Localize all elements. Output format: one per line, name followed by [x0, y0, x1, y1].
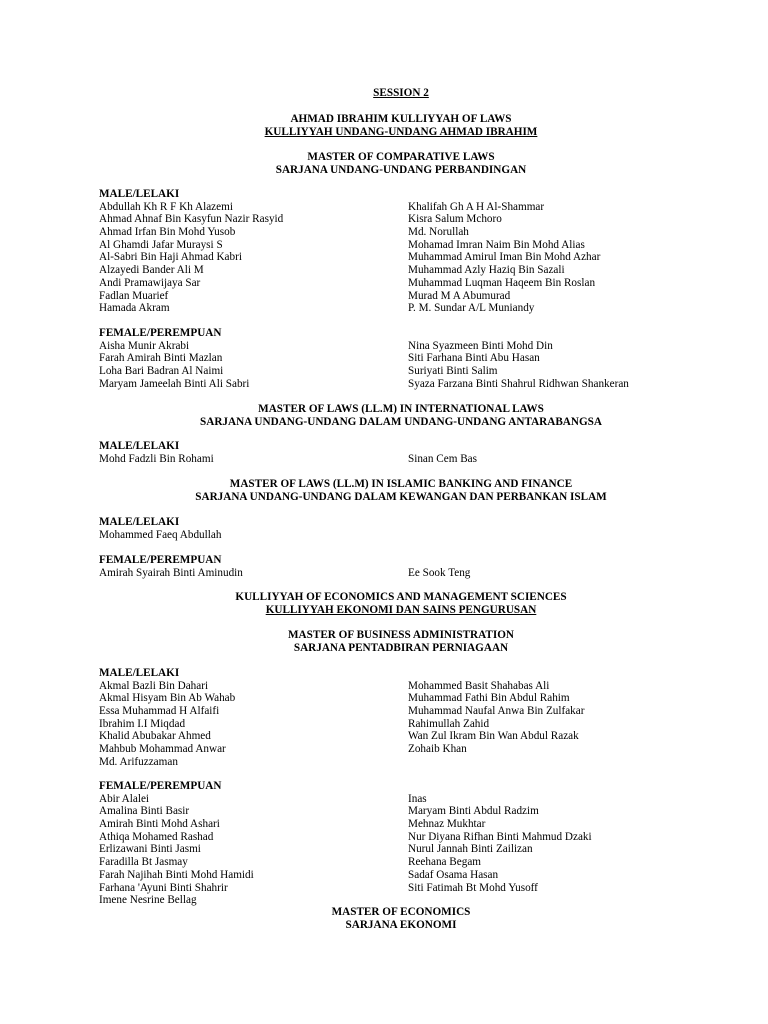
name-cell: Erlizawani Binti Jasmi — [99, 843, 201, 856]
name-cell: Ahmad Irfan Bin Mohd Yusob — [99, 226, 236, 239]
name-row — [99, 831, 699, 844]
name-cell: Mohd Fadzli Bin Rohami — [99, 452, 214, 465]
program-title-en: MASTER OF LAWS (LL.M) IN INTERNATIONAL LAWS — [258, 403, 544, 415]
name-cell: Siti Fatimah Bt Mohd Yusoff — [408, 881, 538, 894]
name-row — [99, 743, 699, 756]
name-cell: Mehnaz Mukhtar — [408, 818, 486, 831]
name-row — [99, 239, 699, 252]
name-cell: P. M. Sundar A/L Muniandy — [408, 302, 535, 315]
program-title-en: MASTER OF ECONOMICS — [331, 906, 471, 918]
name-cell: Muhammad Azly Haziq Bin Sazali — [408, 264, 565, 277]
program-title-ms: SARJANA UNDANG-UNDANG DALAM KEWANGAN DAN PERBANKAN ISLAM — [195, 490, 607, 503]
name-cell: Wan Zul Ikram Bin Wan Abdul Razak — [408, 730, 579, 743]
male-label: MALE/LELAKI — [99, 516, 180, 528]
name-row — [99, 529, 699, 542]
name-row — [99, 856, 699, 869]
name-cell: Syaza Farzana Binti Shahrul Ridhwan Shankeran — [408, 377, 629, 390]
name-cell: Muhammad Fathi Bin Abdul Rahim — [408, 692, 570, 705]
name-cell: Muhammad Luqman Haqeem Bin Roslan — [408, 276, 596, 289]
faculty-title-en: KULLIYYAH OF ECONOMICS AND MANAGEMENT SCIENCES — [235, 591, 567, 603]
name-cell: Suriyati Binti Salim — [408, 365, 498, 378]
name-row — [99, 251, 699, 264]
name-cell: Murad M A Abumurad — [408, 289, 511, 302]
program-title-ms: SARJANA PENTADBIRAN PERNIAGAAN — [293, 641, 509, 654]
name-cell: Muhammad Naufal Anwa Bin Zulfakar — [408, 705, 585, 718]
name-row — [99, 680, 699, 693]
name-row — [99, 805, 699, 818]
name-cell: Amalina Binti Basir — [99, 805, 190, 818]
name-cell: Faradilla Bt Jasmay — [99, 856, 188, 869]
name-cell: Essa Muhammad H Alfaifi — [99, 705, 220, 718]
name-row — [99, 882, 699, 895]
name-cell: Khalifah Gh A H Al-Shammar — [408, 200, 545, 213]
name-cell: Md. Arifuzzaman — [99, 755, 178, 768]
faculty-title-en: AHMAD IBRAHIM KULLIYYAH OF LAWS — [290, 113, 512, 125]
name-row — [99, 453, 699, 466]
name-cell: Hamada Akram — [99, 302, 170, 315]
name-row — [99, 705, 699, 718]
name-cell: Md. Norullah — [408, 226, 469, 239]
name-cell: Athiqa Mohamed Rashad — [99, 830, 214, 843]
male-label: MALE/LELAKI — [99, 667, 180, 679]
name-cell: Sadaf Osama Hasan — [408, 868, 499, 881]
name-row — [99, 793, 699, 806]
program-title-en: MASTER OF BUSINESS ADMINISTRATION — [288, 629, 514, 641]
name-cell: Nurul Jannah Binti Zailizan — [408, 843, 533, 856]
name-cell: Amirah Binti Mohd Ashari — [99, 818, 220, 831]
male-list — [99, 516, 699, 541]
name-cell: Alzayedi Bander Ali M — [99, 264, 204, 277]
name-row — [99, 201, 699, 214]
name-cell: Nur Diyana Rifhan Binti Mahmud Dzaki — [408, 830, 592, 843]
name-row — [99, 869, 699, 882]
session-title: SESSION 2 — [373, 87, 429, 99]
female-list — [99, 780, 699, 907]
name-row — [99, 213, 699, 226]
name-row — [99, 302, 699, 315]
name-cell: Maryam Binti Abdul Radzim — [408, 805, 539, 818]
name-row — [99, 756, 699, 769]
name-cell: Ibrahim I.I Miqdad — [99, 717, 186, 730]
name-row — [99, 340, 699, 353]
name-cell — [408, 756, 699, 769]
name-row — [99, 718, 699, 731]
name-cell — [408, 529, 699, 542]
male-list — [99, 188, 699, 315]
name-row — [99, 843, 699, 856]
name-cell: Kisra Salum Mchoro — [408, 213, 502, 226]
name-cell — [408, 894, 699, 907]
name-cell: Mohammed Basit Shahabas Ali — [408, 679, 550, 692]
name-cell: Abir Alalei — [99, 792, 150, 805]
name-cell: Farah Amirah Binti Mazlan — [99, 352, 223, 365]
name-row — [99, 894, 699, 907]
name-cell: Muhammad Amirul Iman Bin Mohd Azhar — [408, 251, 601, 264]
name-cell: Ahmad Ahnaf Bin Kasyfun Nazir Rasyid — [99, 213, 284, 226]
name-cell: Al-Sabri Bin Haji Ahmad Kabri — [99, 251, 242, 264]
name-cell: Abdullah Kh R F Kh Alazemi — [99, 200, 233, 213]
program-title-en: MASTER OF COMPARATIVE LAWS — [307, 151, 495, 163]
name-cell: Al Ghamdi Jafar Muraysi S — [99, 238, 223, 251]
female-label: FEMALE/PEREMPUAN — [99, 554, 222, 566]
name-cell: Siti Farhana Binti Abu Hasan — [408, 352, 540, 365]
name-cell: Ee Sook Teng — [408, 566, 471, 579]
name-cell: Inas — [408, 792, 427, 805]
name-cell: Fadlan Muarief — [99, 289, 169, 302]
program-title-en: MASTER OF LAWS (LL.M) IN ISLAMIC BANKING AND FINANCE — [229, 478, 573, 490]
name-cell: Amirah Syairah Binti Aminudin — [99, 566, 243, 579]
name-cell: Mohamad Imran Naim Bin Mohd Alias — [408, 238, 585, 251]
name-cell: Reehana Begam — [408, 856, 481, 869]
name-cell: Zohaib Khan — [408, 743, 467, 756]
female-list — [99, 554, 699, 579]
name-row — [99, 264, 699, 277]
name-row — [99, 730, 699, 743]
female-label: FEMALE/PEREMPUAN — [99, 327, 222, 339]
name-cell: Sinan Cem Bas — [408, 452, 477, 465]
male-list — [99, 440, 699, 465]
name-cell: Akmal Bazli Bin Dahari — [99, 679, 209, 692]
name-row — [99, 378, 699, 391]
female-label: FEMALE/PEREMPUAN — [99, 780, 222, 792]
name-cell: Mohammed Faeq Abdullah — [99, 528, 222, 541]
name-cell: Rahimullah Zahid — [408, 717, 490, 730]
male-list — [99, 667, 699, 769]
name-row — [99, 692, 699, 705]
name-cell: Farhana 'Ayuni Binti Shahrir — [99, 881, 228, 894]
program-title-ms: SARJANA UNDANG-UNDANG PERBANDINGAN — [275, 163, 527, 176]
name-cell: Maryam Jameelah Binti Ali Sabri — [99, 377, 250, 390]
name-cell: Loha Bari Badran Al Naimi — [99, 365, 224, 378]
name-cell: Andi Pramawijaya Sar — [99, 276, 201, 289]
name-row — [99, 567, 699, 580]
name-cell: Aisha Munir Akrabi — [99, 339, 190, 352]
name-cell: Mahbub Mohammad Anwar — [99, 743, 226, 756]
name-row — [99, 365, 699, 378]
faculty-title-ms: KULLIYYAH UNDANG-UNDANG AHMAD IBRAHIM — [264, 125, 538, 138]
name-row — [99, 290, 699, 303]
faculty-title-ms: KULLIYYAH EKONOMI DAN SAINS PENGURUSAN — [265, 603, 537, 616]
name-row — [99, 277, 699, 290]
name-cell: Nina Syazmeen Binti Mohd Din — [408, 339, 553, 352]
name-row — [99, 226, 699, 239]
name-cell: Imene Nesrine Bellag — [99, 894, 197, 907]
name-cell: Khalid Abubakar Ahmed — [99, 730, 211, 743]
female-list — [99, 327, 699, 390]
name-cell: Akmal Hisyam Bin Ab Wahab — [99, 692, 236, 705]
program-title-ms: SARJANA UNDANG-UNDANG DALAM UNDANG-UNDANG ANTARABANGSA — [200, 415, 602, 428]
name-cell: Farah Najihah Binti Mohd Hamidi — [99, 868, 254, 881]
male-label: MALE/LELAKI — [99, 188, 180, 200]
program-title-ms: SARJANA EKONOMI — [345, 918, 457, 931]
name-row — [99, 352, 699, 365]
male-label: MALE/LELAKI — [99, 440, 180, 452]
name-row — [99, 818, 699, 831]
